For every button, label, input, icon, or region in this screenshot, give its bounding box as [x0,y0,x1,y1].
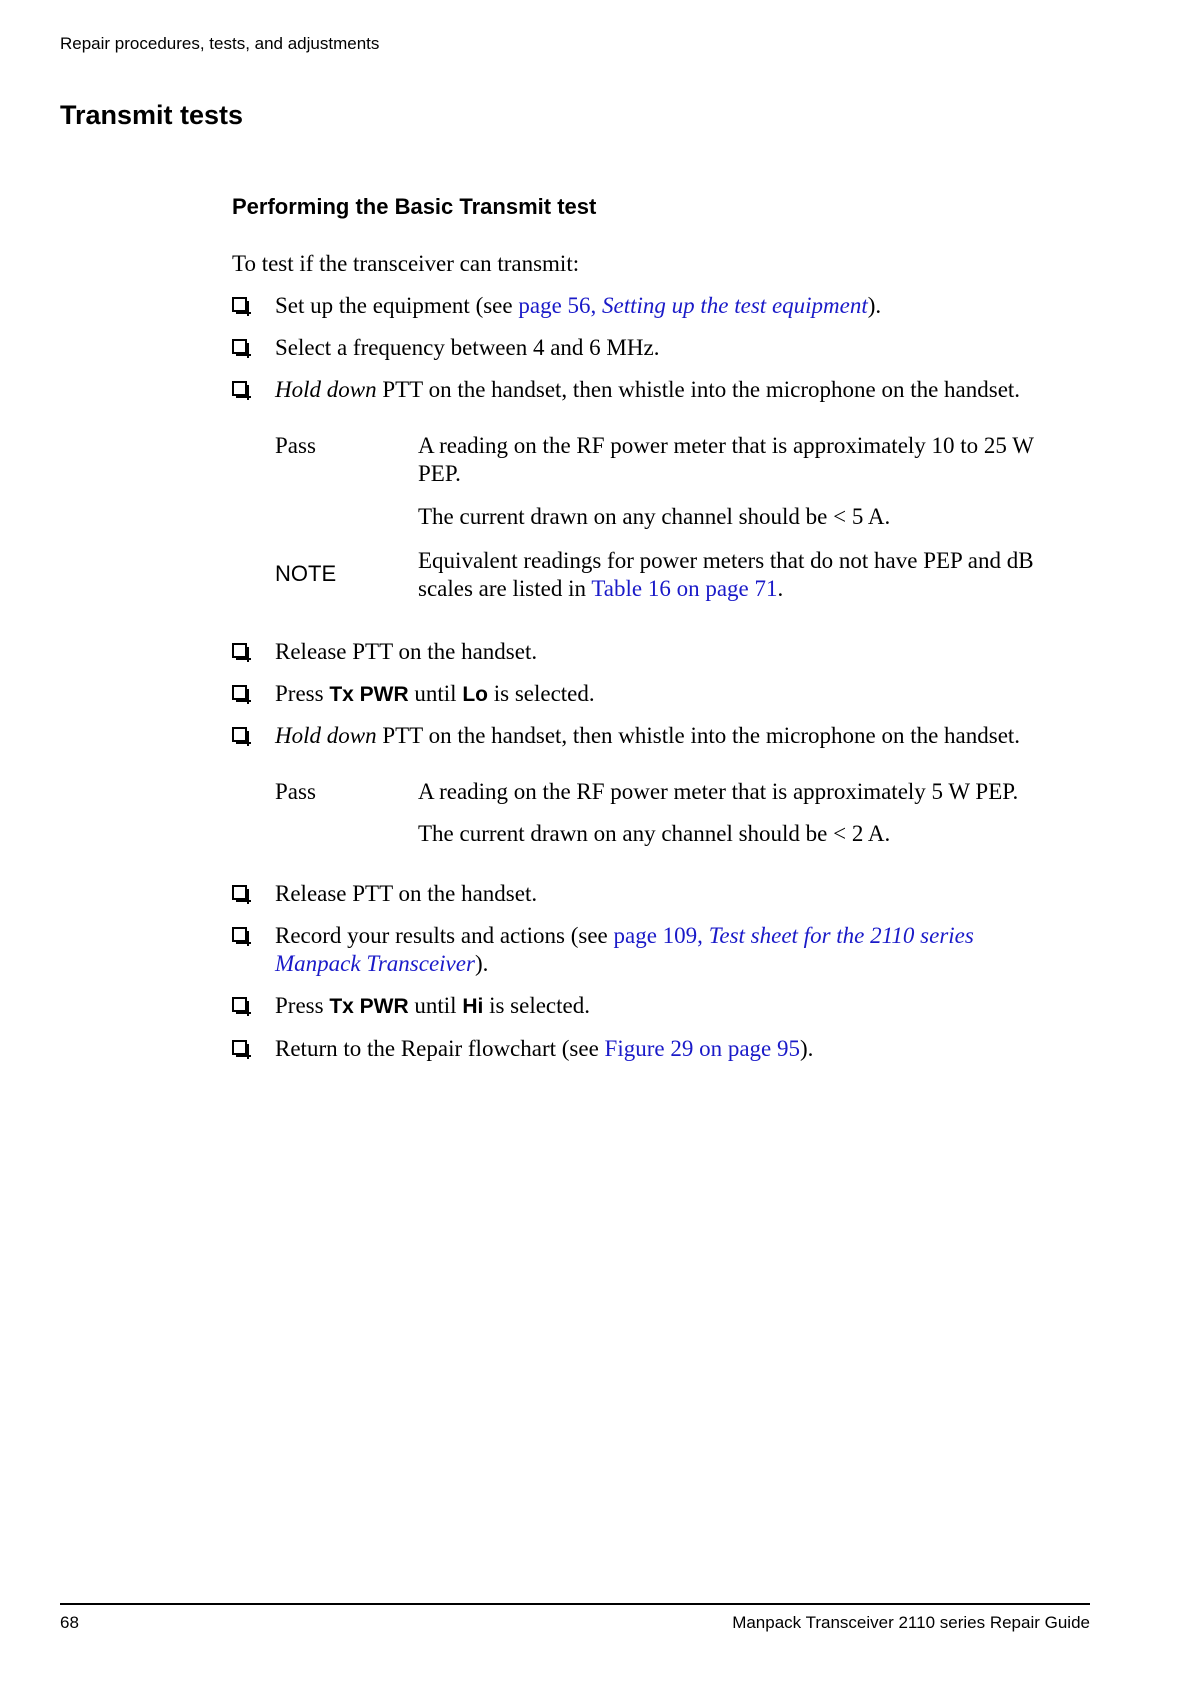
cross-reference-link[interactable]: page 109, Test sheet for the 2110 series Manpack Transceiver [275,923,974,976]
step-text: Return to the Repair flowchart (see Figure 29 on page 95). [275,1036,814,1061]
subsection-title: Performing the Basic Transmit test [232,194,597,219]
step-text: Press Tx PWR until Lo is selected. [275,681,595,706]
footer-divider [60,1603,1090,1605]
checkbox-icon[interactable] [232,297,247,312]
step-text: Press Tx PWR until Hi is selected. [275,993,590,1018]
step-text: Hold down PTT on the handset, then whistle into the microphone on the handset. [275,377,1021,402]
table-reference-link[interactable]: Table 16 on page 71 [591,576,778,601]
checkbox-icon[interactable] [232,381,247,396]
figure-reference-link[interactable]: Figure 29 on page 95 [604,1036,801,1061]
step-text: Record your results and actions (see page 109, Test sheet for the 2110 series Manpack Transceiver). [275,923,974,976]
page-number: 68 [60,1613,79,1632]
checkbox-icon[interactable] [232,685,247,700]
pass-criteria: A reading on the RF power meter that is approximately 5 W PEP. [418,779,1019,804]
pass-label: Pass [275,779,316,804]
running-header: Repair procedures, tests, and adjustments [60,34,380,53]
step-text: Hold down PTT on the handset, then whistle into the microphone on the handset. [275,723,1021,748]
current-criteria: The current drawn on any channel should be < 5 A. [418,504,891,529]
footer-document-title: Manpack Transceiver 2110 series Repair Guide [732,1613,1090,1632]
cross-reference-link[interactable]: page 56, Setting up the test equipment [518,293,868,318]
pass-criteria: A reading on the RF power meter that is approximately 10 to 25 W PEP. [418,433,1034,486]
checkbox-icon[interactable] [232,885,247,900]
section-title: Transmit tests [60,100,244,130]
pass-label: Pass [275,433,316,458]
current-criteria: The current drawn on any channel should be < 2 A. [418,821,891,846]
checkbox-icon[interactable] [232,997,247,1012]
checkbox-icon[interactable] [232,643,247,658]
intro-text: To test if the transceiver can transmit: [232,251,580,276]
step-text: Select a frequency between 4 and 6 MHz. [275,335,660,360]
checkbox-icon[interactable] [232,339,247,354]
step-text: Set up the equipment (see [275,293,519,318]
step-text: Release PTT on the handset. [275,881,538,906]
note-label: NOTE [275,561,337,586]
checkbox-icon[interactable] [232,727,247,742]
step-text: Release PTT on the handset. [275,639,538,664]
note-text: Equivalent readings for power meters that do not have PEP and dB scales are listed in Table 16 on page 71. [418,548,1034,601]
checkbox-icon[interactable] [232,1040,247,1055]
checkbox-icon[interactable] [232,927,247,942]
